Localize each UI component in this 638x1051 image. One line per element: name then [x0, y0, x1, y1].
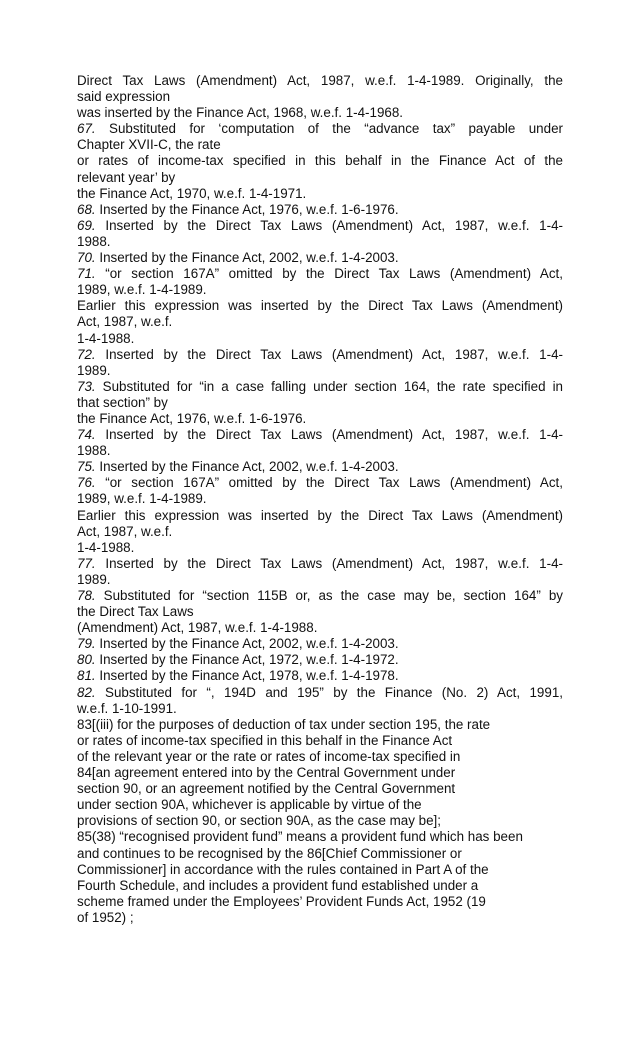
line-text: 1988.	[77, 443, 111, 459]
text-line	[77, 427, 563, 443]
line-text: 1-4-1988.	[77, 330, 135, 346]
text-line	[77, 395, 563, 411]
line-text: Inserted by the Finance Act, 1978, w.e.f. 1-4-1978.	[95, 668, 399, 684]
text-line	[77, 701, 563, 717]
text-line	[77, 266, 563, 282]
line-text: under section 90A, whichever is applicable by virtue of the	[77, 797, 422, 813]
line-text: Inserted by the Direct Tax Laws (Amendment) Act, 1987, w.e.f. 1-4-	[95, 427, 563, 443]
text-line	[77, 298, 563, 314]
line-text: 83[(iii) for the purposes of deduction of tax under section 195, the rate	[77, 716, 491, 732]
text-line	[77, 443, 563, 459]
line-text: the Direct Tax Laws	[77, 604, 194, 620]
line-text: Fourth Schedule, and includes a provident fund established under a	[77, 877, 479, 893]
line-text: 1989, w.e.f. 1-4-1989.	[77, 282, 207, 298]
line-text: Substituted for ‘computation of the “advance tax” payable under	[95, 121, 563, 137]
line-text: said expression	[77, 89, 171, 105]
text-line	[77, 314, 563, 330]
text-line	[77, 250, 563, 266]
footnote-number: 81.	[77, 668, 96, 684]
text-line	[77, 781, 563, 797]
text-line	[77, 588, 563, 604]
text-line	[77, 153, 563, 169]
text-line	[77, 556, 563, 572]
text-line	[77, 524, 563, 540]
text-line	[77, 89, 563, 105]
line-text: (Amendment) Act, 1987, w.e.f. 1-4-1988.	[77, 620, 318, 636]
text-line	[77, 846, 563, 862]
text-line	[77, 620, 563, 636]
line-text: Inserted by the Finance Act, 2002, w.e.f. 1-4-2003.	[95, 459, 399, 475]
text-line	[77, 797, 563, 813]
text-line	[77, 813, 563, 829]
footnote-number: 76.	[77, 475, 96, 491]
footnote-number: 71.	[77, 266, 96, 282]
footnote-number: 68.	[77, 201, 96, 217]
text-line	[77, 170, 563, 186]
line-text: Earlier this expression was inserted by the Direct Tax Laws (Amendment)	[77, 507, 563, 523]
line-text: and continues to be recognised by the 86[Chief Commissioner or	[77, 845, 462, 861]
footnote-number: 69.	[77, 217, 96, 233]
line-text: was inserted by the Finance Act, 1968, w.e.f. 1-4-1968.	[77, 105, 404, 121]
line-text: 1988.	[77, 233, 111, 249]
line-text: the Finance Act, 1976, w.e.f. 1-6-1976.	[77, 410, 307, 426]
line-text: Substituted for “, 194D and 195” by the Finance (No. 2) Act, 1991,	[95, 684, 563, 700]
text-line	[77, 685, 563, 701]
line-text: 1-4-1988.	[77, 539, 135, 555]
text-line	[77, 910, 563, 926]
text-line	[77, 379, 563, 395]
line-text: Inserted by the Finance Act, 2002, w.e.f. 1-4-2003.	[95, 636, 399, 652]
line-text: Inserted by the Direct Tax Laws (Amendment) Act, 1987, w.e.f. 1-4-	[95, 346, 563, 362]
line-text: Substituted for “section 115B or, as the case may be, section 164” by	[95, 588, 563, 603]
text-line	[77, 105, 563, 121]
text-line	[77, 234, 563, 250]
line-text: Act, 1987, w.e.f.	[77, 523, 173, 539]
footnote-number: 73.	[77, 378, 96, 394]
line-text: “or section 167A” omitted by the Direct Tax Laws (Amendment) Act,	[95, 266, 563, 282]
text-line	[77, 347, 563, 363]
text-line	[77, 186, 563, 202]
text-line	[77, 282, 563, 298]
line-text: of 1952) ;	[77, 909, 134, 925]
line-text: relevant year’ by	[77, 169, 176, 185]
line-text: Substituted for “in a case falling under section 164, the rate specified in	[95, 378, 563, 394]
line-text: Inserted by the Finance Act, 1972, w.e.f. 1-4-1972.	[95, 652, 399, 668]
line-text: 84[an agreement entered into by the Central Government under	[77, 765, 456, 781]
line-text: w.e.f. 1-10-1991.	[77, 700, 177, 716]
footnote-number: 79.	[77, 636, 96, 652]
line-text: provisions of section 90, or section 90A, as the case may be];	[77, 813, 441, 829]
line-text: that section” by	[77, 394, 168, 410]
line-text: or rates of income-tax specified in this behalf in the Finance Act of the	[77, 153, 563, 169]
line-text: 85(38) “recognised provident fund” means a provident fund which has been	[77, 829, 523, 845]
text-line	[77, 491, 563, 507]
text-line	[77, 540, 563, 556]
text-line	[77, 508, 563, 524]
text-line	[77, 652, 563, 668]
text-line	[77, 137, 563, 153]
line-text: 1989, w.e.f. 1-4-1989.	[77, 491, 207, 507]
line-text: Commissioner] in accordance with the rules contained in Part A of the	[77, 861, 489, 877]
text-line	[77, 636, 563, 652]
text-line	[77, 572, 563, 588]
line-text: “or section 167A” omitted by the Direct Tax Laws (Amendment) Act,	[95, 475, 563, 491]
text-line	[77, 749, 563, 765]
footnote-number: 74.	[77, 427, 96, 443]
text-line	[77, 733, 563, 749]
text-line	[77, 894, 563, 910]
line-text: section 90, or an agreement notified by the Central Government	[77, 781, 456, 797]
footnote-number: 82.	[77, 684, 96, 700]
footnote-number: 67.	[77, 121, 96, 137]
line-text: Direct Tax Laws (Amendment) Act, 1987, w.e.f. 1-4-1989. Originally, the	[77, 73, 563, 88]
text-line	[77, 475, 563, 491]
line-text: Inserted by the Direct Tax Laws (Amendment) Act, 1987, w.e.f. 1-4-	[95, 217, 563, 233]
text-line	[77, 218, 563, 234]
line-text: of the relevant year or the rate or rates of income-tax specified in	[77, 748, 461, 764]
text-line	[77, 765, 563, 781]
text-line	[77, 829, 563, 845]
line-text: or rates of income-tax specified in this behalf in the Finance Act	[77, 732, 453, 748]
footnote-number: 70.	[77, 250, 96, 266]
line-text: scheme framed under the Employees’ Provident Funds Act, 1952 (19	[77, 893, 486, 909]
text-line	[77, 717, 563, 733]
footnote-number: 75.	[77, 459, 96, 475]
footnote-number: 78.	[77, 588, 96, 603]
text-line	[77, 331, 563, 347]
line-text: the Finance Act, 1970, w.e.f. 1-4-1971.	[77, 185, 307, 201]
line-text: Earlier this expression was inserted by the Direct Tax Laws (Amendment)	[77, 298, 563, 314]
text-line	[77, 73, 563, 89]
footnote-number: 80.	[77, 652, 96, 668]
text-line	[77, 202, 563, 218]
text-line	[77, 121, 563, 137]
line-text: Inserted by the Direct Tax Laws (Amendment) Act, 1987, w.e.f. 1-4-	[95, 555, 563, 571]
text-line	[77, 604, 563, 620]
line-text: 1989.	[77, 571, 111, 587]
line-text: Act, 1987, w.e.f.	[77, 314, 173, 330]
text-line	[77, 862, 563, 878]
text-line	[77, 878, 563, 894]
footnote-number: 72.	[77, 346, 96, 362]
text-line	[77, 363, 563, 379]
text-line	[77, 411, 563, 427]
text-line	[77, 668, 563, 684]
line-text: Chapter XVII-C, the rate	[77, 137, 221, 153]
text-line	[77, 459, 563, 475]
line-text: Inserted by the Finance Act, 2002, w.e.f. 1-4-2003.	[95, 250, 399, 266]
line-text: Inserted by the Finance Act, 1976, w.e.f. 1-6-1976.	[95, 201, 399, 217]
line-text: 1989.	[77, 362, 111, 378]
document-page	[77, 73, 563, 926]
footnote-number: 77.	[77, 555, 96, 571]
